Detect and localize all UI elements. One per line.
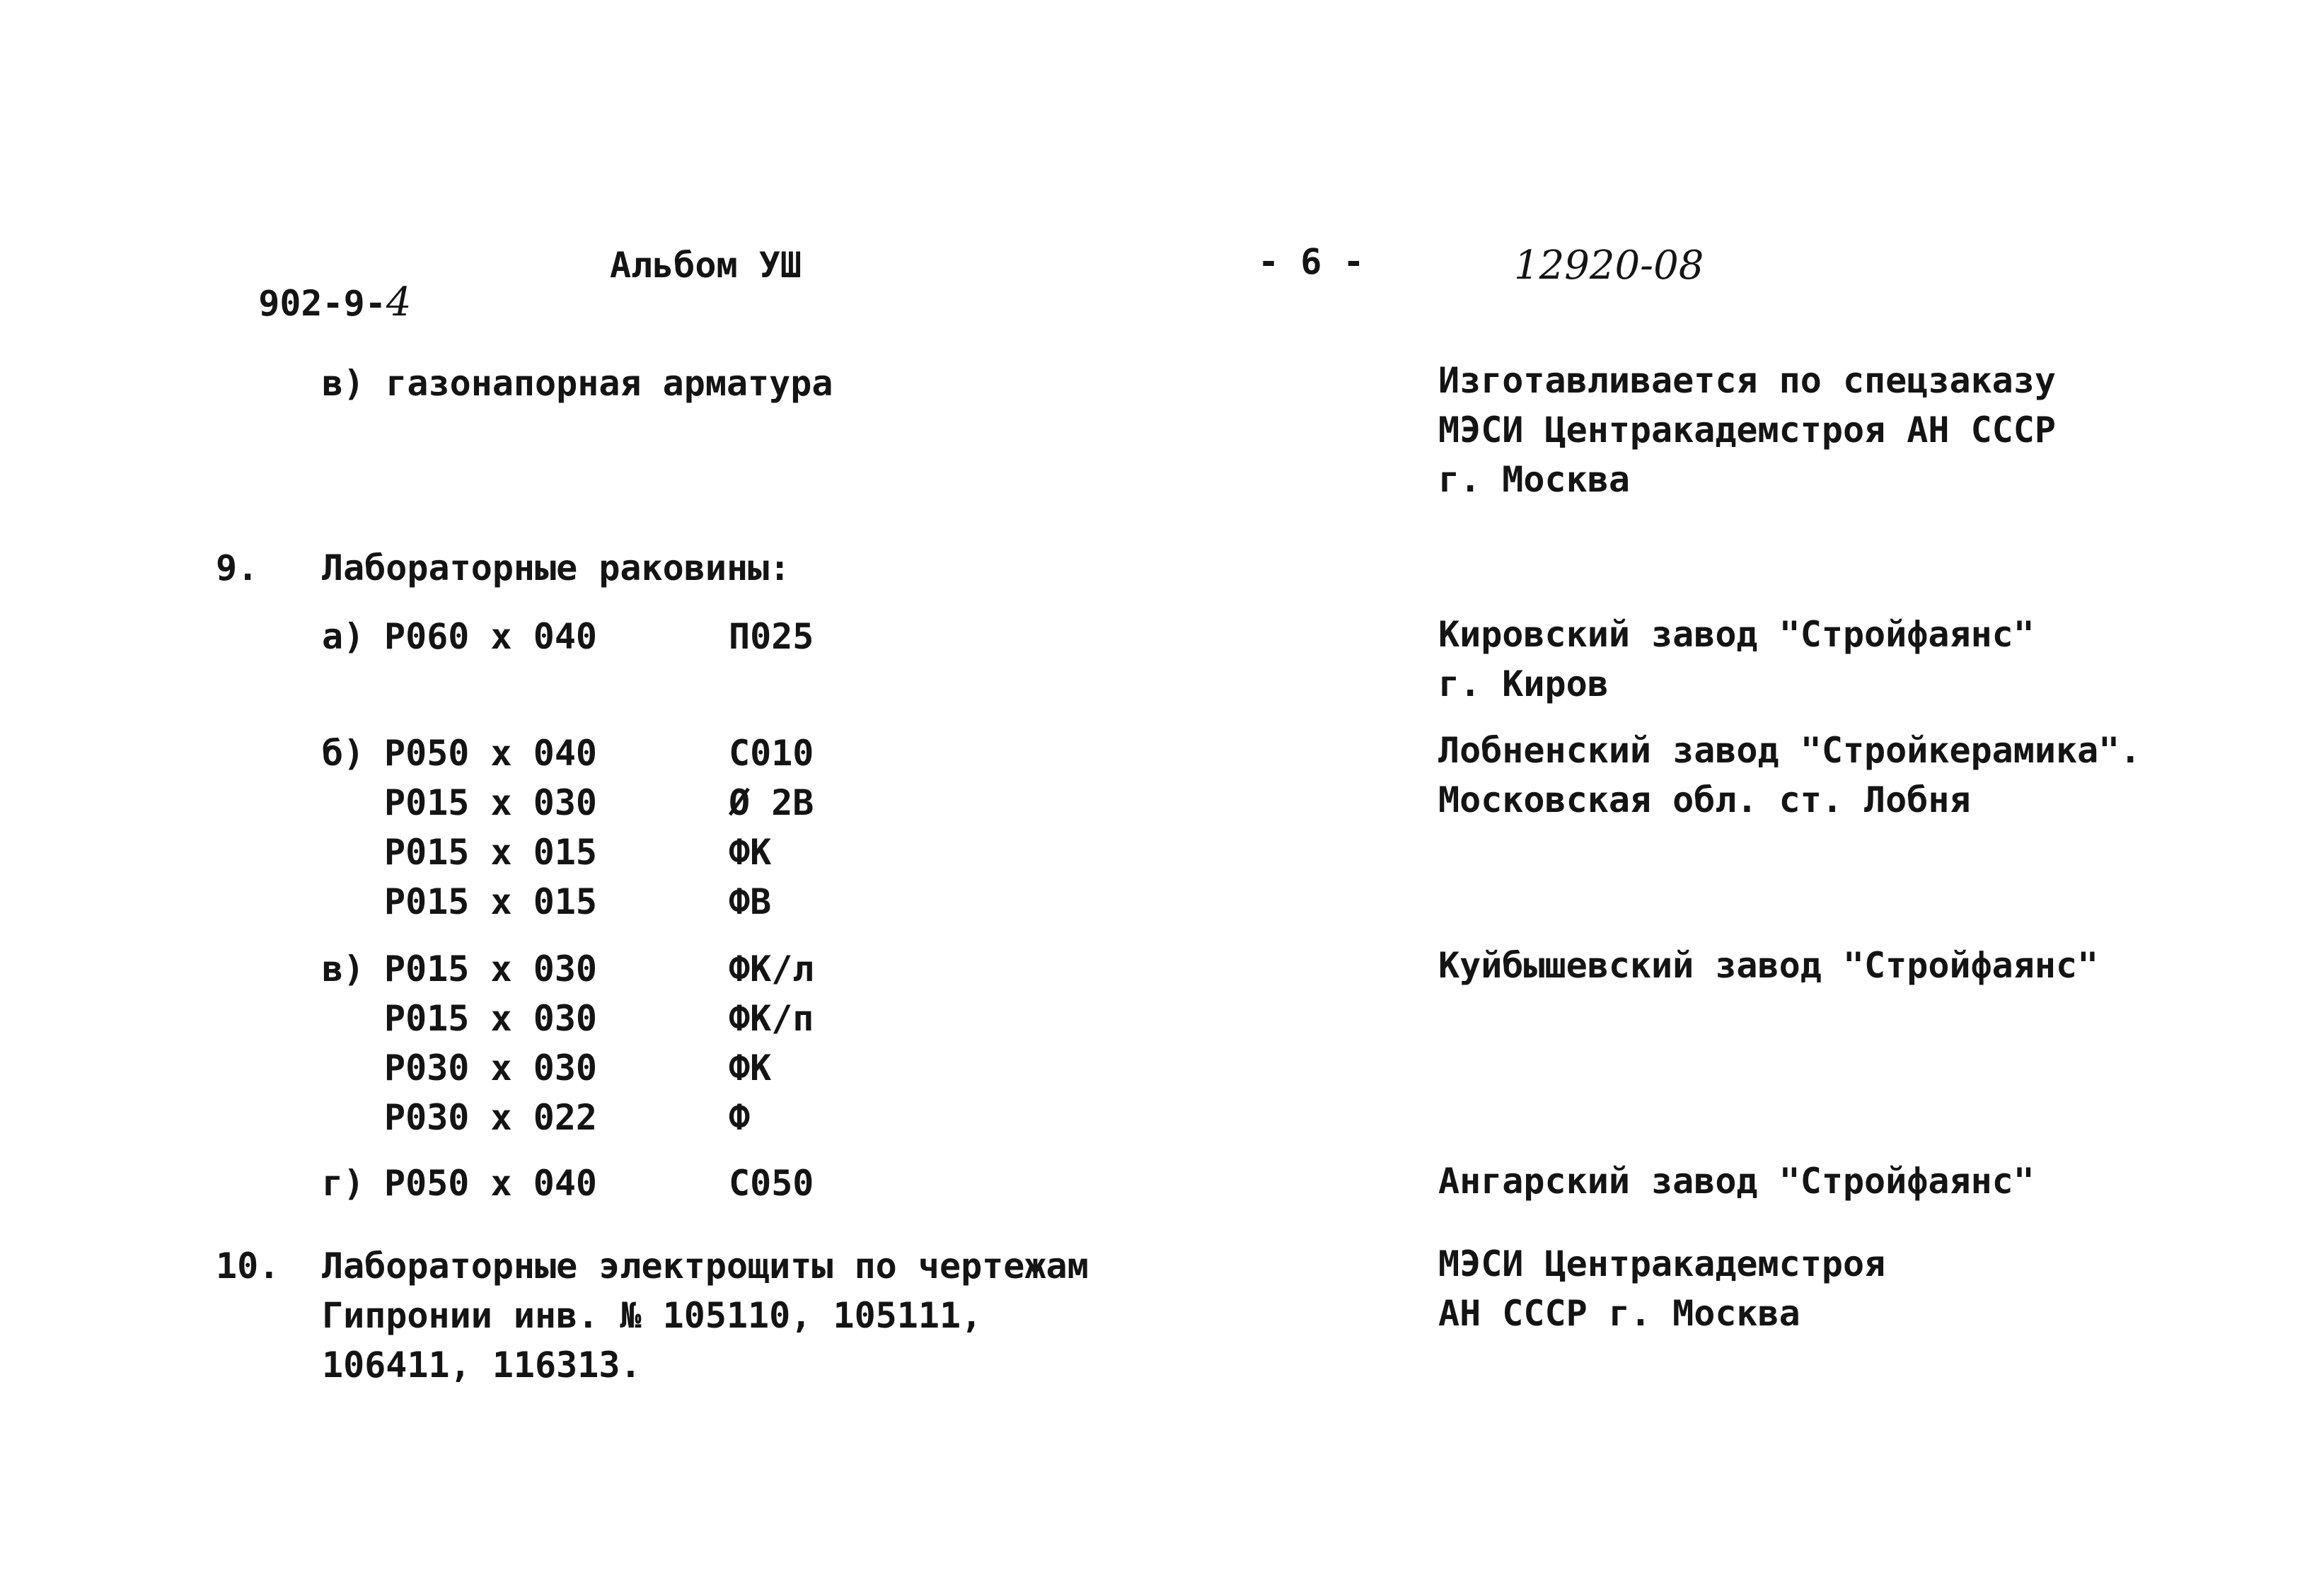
- section-10-line-2: Гипронии инв. № 105110, 105111,: [322, 1295, 983, 1336]
- group-v-letter: в): [322, 948, 365, 989]
- group-v-size-1: Р015 х 030: [384, 948, 598, 989]
- group-a-size-1: Р060 х 040: [384, 616, 598, 657]
- album-label: Альбом УШ: [610, 245, 802, 286]
- gas-fittings-maker-line-2: МЭСИ Центракадемстроя АН СССР: [1438, 410, 2056, 451]
- series-code: [216, 248, 411, 323]
- group-a-code-1: П025: [729, 616, 814, 657]
- group-b-maker-line-2: Московская обл. ст. Лобня: [1438, 779, 1971, 820]
- gas-fittings-maker-line-1: Изготавливается по спецзаказу: [1438, 360, 2056, 401]
- group-v-size-4: Р030 х 022: [384, 1097, 598, 1138]
- section-10-line-3: 106411, 116313.: [322, 1345, 642, 1386]
- group-v-size-3: Р030 х 030: [384, 1047, 598, 1089]
- group-v-code-2: ФК/п: [729, 998, 814, 1039]
- series-prefix: 902-9-: [258, 283, 386, 324]
- group-a-letter: а): [322, 616, 365, 657]
- group-b-maker-line-1: Лобненский завод "Стройкерамика".: [1438, 730, 2141, 771]
- group-a-maker-line-2: г. Киров: [1438, 663, 1609, 704]
- group-b-letter: б): [322, 733, 365, 774]
- group-b-code-1: С010: [729, 733, 814, 774]
- section-9-title: Лабораторные раковины:: [322, 547, 791, 588]
- item-gas-fittings: в) газонапорная арматура: [322, 363, 833, 404]
- group-b-code-4: ФВ: [729, 881, 772, 922]
- section-10-line-1: Лабораторные электрощиты по чертежам: [322, 1246, 1089, 1287]
- group-v-code-4: Ф: [729, 1097, 751, 1138]
- group-g-maker-line-1: Ангарский завод "Стройфаянс": [1438, 1161, 2035, 1202]
- page-number: - 6 -: [1258, 241, 1365, 282]
- section-10-maker-line-1: МЭСИ Центракадемстроя: [1438, 1243, 1886, 1284]
- series-handwritten-digit: 4: [386, 279, 412, 325]
- group-b-code-2: Ø 2В: [729, 782, 814, 823]
- group-v-code-3: ФК: [729, 1047, 772, 1089]
- group-b-size-4: Р015 х 015: [384, 881, 598, 922]
- section-10-number: 10.: [216, 1246, 280, 1287]
- group-g-size-1: Р050 х 040: [384, 1163, 598, 1204]
- gas-fittings-maker-line-3: г. Москва: [1438, 459, 1630, 500]
- group-b-code-3: ФК: [729, 832, 772, 873]
- group-a-maker-line-1: Кировский завод "Стройфаянс": [1438, 614, 2035, 655]
- group-v-size-2: Р015 х 030: [384, 998, 598, 1039]
- section-10-maker-line-2: АН СССР г. Москва: [1438, 1293, 1800, 1334]
- group-v-maker-line-1: Куйбышевский завод "Стройфаянс": [1438, 945, 2099, 986]
- section-9-number: 9.: [216, 547, 259, 588]
- group-b-size-1: Р050 х 040: [384, 733, 598, 774]
- group-b-size-2: Р015 х 030: [384, 782, 598, 823]
- group-g-letter: г): [322, 1163, 365, 1204]
- group-v-code-1: ФК/л: [729, 948, 814, 989]
- group-b-size-3: Р015 х 015: [384, 832, 598, 873]
- document-number-handwritten: 12920-08: [1514, 243, 1704, 289]
- group-g-code-1: С050: [729, 1163, 814, 1204]
